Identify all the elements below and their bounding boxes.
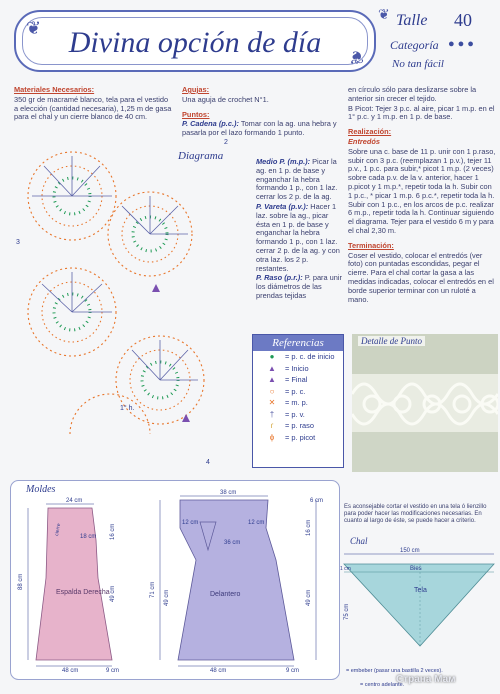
stitches-continued	[256, 158, 342, 302]
shawl-bias-label: Bies	[410, 566, 422, 572]
references-title: Referencias	[253, 335, 343, 351]
categoria-label: Categoría	[390, 38, 439, 52]
watermark: Страна Мам	[396, 674, 456, 685]
needles-heading: Agujas:	[182, 85, 210, 94]
legend-label: = p. v.	[285, 409, 305, 419]
front-bottom-measure: 48 cm	[210, 668, 227, 674]
back-mid-measure: 18 cm	[80, 534, 97, 540]
end-icon: ▲	[268, 375, 276, 385]
materials-body: 350 gr de macramé blanco, tela para el vestido a elección (cantidad necesaria), 1,25 m de gasa para el chal y un cierre blanco de 40 cm.	[14, 94, 172, 122]
stitch-detail-photo	[352, 334, 498, 472]
front-side-measure: 49 cm	[164, 589, 170, 606]
size-category-block	[378, 6, 492, 78]
legend-label: = m. p.	[285, 398, 308, 408]
front-top-small-measure: 6 cm	[310, 498, 324, 504]
front-flare-measure: 9 cm	[286, 668, 300, 674]
row-start-label: 1° h.	[120, 405, 135, 412]
patterns-label: Moldes	[26, 484, 56, 495]
back-height-measure: 88 cm	[18, 573, 24, 590]
sewing-patterns	[10, 480, 340, 680]
front-piece-name: Delantero	[210, 591, 241, 598]
stitch-name: Medio P. (m.p.):	[256, 157, 311, 166]
shawl-label: Chal	[350, 536, 368, 546]
legend-item	[253, 432, 343, 444]
back-side-measure: 49 cm	[110, 585, 116, 602]
back-top-measure: 24 cm	[66, 498, 83, 504]
picot-text: B Picot: Tejer 3 p.c. al aire, picar 1 m.p. en el 1° p.c. y 1 m.p. en 1 p. de base.	[348, 103, 495, 122]
front-height-measure: 71 cm	[150, 581, 156, 598]
shawl-pattern	[340, 540, 498, 690]
talle-label: Talle	[396, 12, 428, 29]
categoria-value: No tan fácil	[392, 58, 444, 70]
end-marker-icon	[182, 414, 190, 422]
terminacion-heading: Terminación:	[348, 240, 394, 250]
stitch-text: P. para unir los diámetros de las prendas tejidas	[256, 273, 343, 300]
stitch-text: Hacer 1 laz. sobre la ag., picar ésta en 1 p. de base y enganchar la hebra formando 1 p., con 1 laz. cerrar 2 p. de la ag. y con otra laz. los 2 p. restantes.	[256, 201, 340, 273]
front-bust-measure: 36 cm	[224, 540, 241, 546]
swirl-ornament-icon: ❦	[26, 18, 42, 38]
stitches-heading: Puntos:	[182, 109, 210, 119]
page-title: Divina opción de día	[68, 26, 322, 59]
shawl-height-measure: 75 cm	[344, 603, 350, 620]
stitch-name: P. Raso (p.r.):	[256, 273, 303, 283]
swirl-ornament-icon: ❦	[378, 6, 390, 22]
start-icon: ▲	[268, 363, 276, 373]
materials-section	[14, 86, 174, 123]
back-piece-name: Espalda Derecha	[56, 589, 110, 596]
shawl-width-measure: 150 cm	[400, 548, 420, 554]
legend-centro: = centro adelante.	[360, 682, 405, 688]
chain-icon: ○	[269, 386, 275, 396]
stitch-text: Tomar con la ag. una hebra y pasarla por el lazo formando 1 punto.	[182, 119, 337, 138]
back-flare-measure: 9 cm	[106, 668, 120, 674]
legend-label: = p. c. de inicio	[285, 352, 335, 362]
references-legend	[252, 334, 344, 468]
front-top-measure: 38 cm	[220, 490, 237, 496]
zipper-label: cierre	[54, 522, 63, 537]
terminacion-body: Coser el vestido, colocar el entredós (ver foto) con puntadas escondidas, pegar el cierre. Para el chal cortar la gasa a las medidas indicadas, colocar el entredós en el borde superior terminar con un ruloté a mano.	[348, 250, 494, 304]
back-bottom-measure: 48 cm	[62, 668, 79, 674]
stitch-name: P. Vareta (p.v.):	[256, 201, 309, 211]
legend-item	[253, 351, 343, 363]
needles-body: Una aguja de crochet N°1.	[182, 94, 269, 104]
row-marker: 3	[16, 239, 20, 246]
legend-item	[253, 386, 343, 398]
swirl-ornament-icon: ❦	[348, 47, 364, 67]
stitch-text: Picar la ag. en 1 p. de base y enganchar la hebra formando 1 p., con 1 laz. cerrar los 2 p. de la ag.	[256, 157, 338, 202]
legend-item	[253, 420, 343, 432]
instructions-section	[348, 86, 496, 305]
legend-item	[253, 397, 343, 409]
needles-stitches-section	[182, 86, 342, 139]
shawl-fabric-label: Tela	[414, 587, 427, 594]
front-arm-measure: 16 cm	[306, 519, 312, 536]
back-dart-measure: 16 cm	[110, 523, 116, 540]
photo-label: Detalle de Punto	[358, 336, 425, 346]
pattern-note: Es aconsejable cortar el vestido en una tela ó lienzillo para poder hacer las modificaciones necesarias. En cuanto al largo de éste, se puede hacer a criterio.	[344, 504, 487, 524]
legend-label: = Inicio	[285, 363, 309, 373]
legend-label: = p. picot	[285, 432, 316, 442]
legend-label: = p. raso	[285, 421, 314, 431]
legend-item	[253, 374, 343, 386]
talle-value: 40	[454, 10, 472, 30]
diagram-label: Diagrama	[178, 150, 224, 162]
crochet-diagram	[10, 134, 250, 468]
slip-stitch-icon: ɾ	[270, 421, 274, 431]
front-neck-measure: 12 cm	[182, 520, 199, 526]
stitch-name: P. Cadena (p.c.):	[182, 119, 239, 129]
entredos-heading: Entredós	[348, 136, 381, 146]
difficulty-dots-icon: ●●●	[448, 38, 477, 50]
row-marker: 4	[206, 459, 210, 466]
row-marker: 2	[224, 139, 228, 146]
legend-item	[253, 363, 343, 375]
instructions-intro: en círculo sólo para deslizarse sobre la anterior sin crecer el tejido.	[348, 85, 477, 103]
double-crochet-icon: †	[269, 409, 275, 419]
entredos-body: Sobre una c. base de 11 p. unir con 1 p.raso, subir con 3 p.c. (reemplazan 1 p.v.), tejer 11 p.v., 1 p.c. para subir,* picot 1 m.p. (2 veces) sobre cada p.v. de la v. anterior, hacer 1 p.picot y 1 m.p.*, repetir toda la h. Subir con 1 p.c., * picar 1 m.p. 6 p.c.*, repetir toda la h. Subir con 1 p.c., en los arcos de p.c. realizar 6 m.p., repetir toda la h. Continuar siguiendo el diagrama. Tejer para el vestido 6 m y para el chal 2,30 m.	[348, 146, 496, 235]
legend-item	[253, 409, 343, 421]
start-marker-icon	[152, 284, 160, 292]
front-side-measure-right: 49 cm	[306, 589, 312, 606]
legend-label: = Final	[285, 375, 308, 385]
front-neck-measure-right: 12 cm	[248, 520, 265, 526]
legend-label: = p. c.	[285, 386, 306, 396]
title-banner	[14, 10, 376, 72]
realizacion-heading: Realización:	[348, 127, 392, 137]
shawl-piece	[344, 564, 494, 646]
picot-icon: ϕ	[269, 432, 275, 442]
half-stitch-icon: ✕	[268, 398, 276, 408]
legend-embeber: = embeber (pasar una bastilla 2 veces).	[346, 668, 443, 674]
start-chain-icon: ●	[269, 352, 275, 362]
materials-heading: Materiales Necesarios:	[14, 85, 95, 94]
shawl-edge-measure: 1 cm	[340, 566, 351, 572]
